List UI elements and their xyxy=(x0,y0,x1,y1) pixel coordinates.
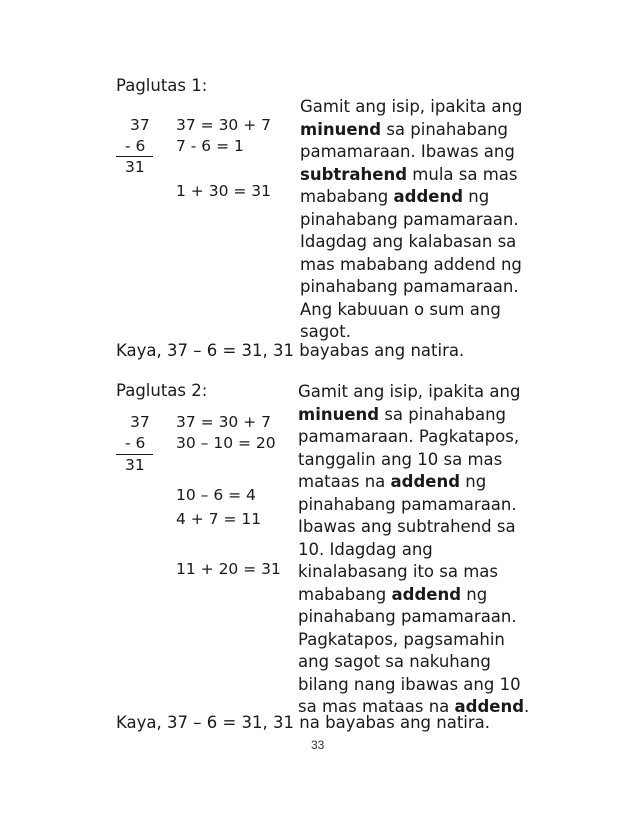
section1-sum-line xyxy=(116,156,153,157)
section2-difference: 31 xyxy=(125,456,145,474)
explanation-line: pinahabang pamamaraan. xyxy=(300,209,519,229)
explanation-line: pinahabang pamamaraan. xyxy=(300,277,519,296)
explanation-line: ang sagot sa nakuhang xyxy=(298,652,491,671)
explanation-line: mataas na addend ng xyxy=(298,472,487,491)
explanation-line: pamamaraan. Ibawas ang xyxy=(300,142,515,161)
section2-step-4: 4 + 7 = 11 xyxy=(176,510,262,528)
explanation-line: subtrahend mula sa mas xyxy=(300,164,518,184)
section2-minuend: 37 xyxy=(130,413,150,431)
section2-step-5: 11 + 20 = 31 xyxy=(176,560,281,578)
explanation-line: minuend sa pinahabang xyxy=(298,404,507,424)
section2-sum-line xyxy=(116,454,153,455)
explanation-line: Ang kabuuan o sum ang xyxy=(300,299,501,319)
explanation-line: Ibawas ang subtrahend sa xyxy=(298,517,516,536)
section1-difference: 31 xyxy=(125,158,145,176)
section1-explanation xyxy=(300,96,522,344)
explanation-line: sagot. xyxy=(300,322,351,341)
explanation-line: sa mas mataas na addend. xyxy=(298,697,530,716)
explanation-line: tanggalin ang 10 sa mas xyxy=(298,449,503,469)
section2-step-1: 37 = 30 + 7 xyxy=(176,413,271,431)
explanation-line: pinahabang pamamaraan. xyxy=(298,607,517,626)
explanation-line: mababang addend ng xyxy=(298,584,488,604)
explanation-line: mababang addend ng xyxy=(300,187,490,206)
section1-step-3: 1 + 30 = 31 xyxy=(176,182,271,200)
section2-heading: Paglutas 2: xyxy=(116,381,208,400)
explanation-line: bilang nang ibawas ang 10 xyxy=(298,674,521,694)
section1-minuend: 37 xyxy=(130,116,150,134)
section1-subtrahend: - 6 xyxy=(125,137,146,155)
explanation-line: kinalabasang ito sa mas xyxy=(298,562,498,581)
explanation-line: pinahabang pamamaraan. xyxy=(298,494,517,514)
explanation-line: Gamit ang isip, ipakita ang xyxy=(298,382,521,401)
explanation-line: mas mababang addend ng xyxy=(300,254,522,274)
section2-conclusion: Kaya, 37 – 6 = 31, 31 na bayabas ang natira. xyxy=(116,713,491,732)
section2-step-2: 30 – 10 = 20 xyxy=(176,434,276,452)
explanation-line: pamamaraan. Pagkatapos, xyxy=(298,427,520,446)
section2-explanation xyxy=(298,381,529,719)
section2-step-3: 10 – 6 = 4 xyxy=(176,486,256,504)
page-number: 33 xyxy=(311,738,325,752)
explanation-line: Gamit ang isip, ipakita ang xyxy=(300,97,523,116)
explanation-line: Pagkatapos, pagsamahin xyxy=(298,629,505,649)
section1-conclusion: Kaya, 37 – 6 = 31, 31 bayabas ang natira. xyxy=(116,341,465,360)
explanation-line: Idagdag ang kalabasan sa xyxy=(300,232,517,251)
explanation-line: minuend sa pinahabang xyxy=(300,119,509,139)
section1-step-1: 37 = 30 + 7 xyxy=(176,116,271,134)
explanation-line: 10. Idagdag ang xyxy=(298,539,433,559)
section2-subtrahend: - 6 xyxy=(125,434,146,452)
section1-step-2: 7 - 6 = 1 xyxy=(176,137,244,155)
section1-heading: Paglutas 1: xyxy=(116,76,208,95)
